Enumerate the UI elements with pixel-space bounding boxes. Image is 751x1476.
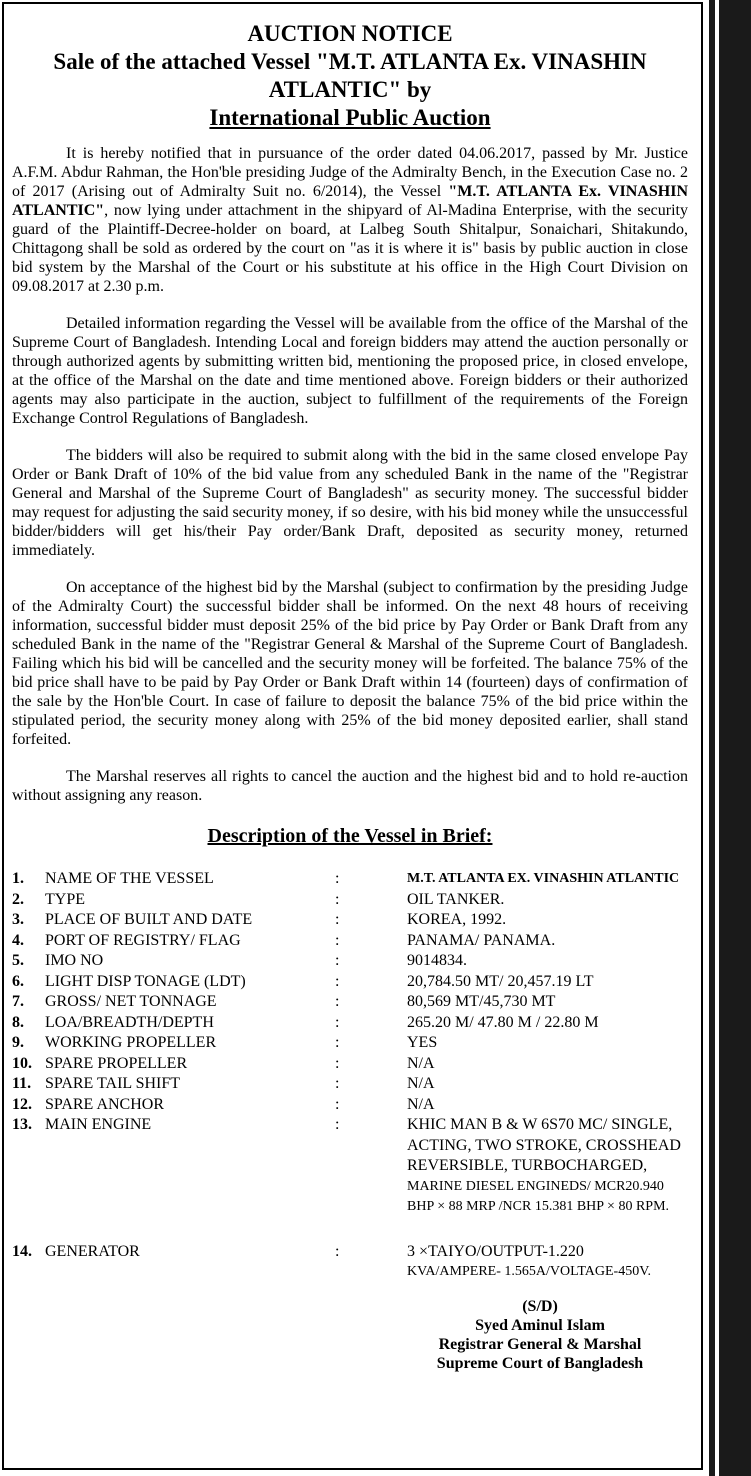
notice-title [12,20,688,132]
spec-row [12,1013,688,1034]
spec-number: 9. [12,1034,24,1051]
spec-colon: : [335,911,340,928]
description-heading: Description of the Vessel in Brief: [207,825,493,847]
page-edge-strip [709,0,751,1476]
spec-value-line: REVERSIBLE, TURBOCHARGED, [407,1157,648,1174]
paragraph-1-vessel-name: "M.T. ATLANTA Ex. VINASHIN ATLANTIC" [12,183,688,219]
spec-colon: : [335,972,340,990]
spec-colon: : [335,1116,340,1133]
spec-value-cell [407,1033,688,1054]
spec-number: 10. [12,1054,32,1072]
spec-label: PORT OF REGISTRY/ FLAG [45,931,241,949]
spec-gap-row [12,1218,688,1242]
spec-number: 2. [12,890,24,908]
spec-value-cell [407,1074,688,1095]
spec-label: MAIN ENGINE [45,1116,152,1133]
spec-label: LOA/BREADTH/DEPTH [45,1013,214,1031]
spec-value: 3 ×TAIYO/OUTPUT-1.220 [407,1242,584,1260]
edge-stripe [715,0,719,1476]
spec-value-cell [407,992,688,1013]
spec-row [12,1242,688,1283]
spec-value-line: MARINE DIESEL ENGINEDS/ MCR20.940 [407,1178,664,1194]
spec-value-cell [407,890,688,911]
spec-label: SPARE PROPELLER [45,1054,188,1072]
signature-org: Supreme Court of Bangladesh [436,1354,644,1372]
spec-label: NAME OF THE VESSEL [45,870,214,887]
notice-content [12,20,688,1373]
spec-label: SPARE ANCHOR [45,1095,165,1113]
spec-colon: : [335,870,340,887]
paragraph-1 [12,144,688,296]
spec-label: GENERATOR [45,1242,140,1260]
spec-row [12,869,688,890]
spec-number: 5. [12,952,24,969]
spec-number: 1. [12,870,24,887]
spec-value-cell [407,951,688,972]
spec-number: 6. [12,972,24,990]
spec-value: KHIC MAN B & W 6S70 MC/ SINGLE, [407,1116,673,1133]
paragraph-1-part-a: It is hereby notified that in pursuance of the order dated 04.06.2017, passed by Mr. Justice A.F.M. Abdur Rahman, the Hon'ble presiding Judge of the Admiralty Bench, in the Execution Case no. 2 of 2017 (Arising out of Admiralty Suit no. 6/2014), the Vessel [12,145,688,200]
spec-colon: : [335,1075,340,1092]
spec-number: 7. [12,993,24,1010]
spec-value-cell [407,1242,688,1283]
signature-sd: (S/D) [522,1297,558,1315]
spec-label: IMO NO [45,952,104,969]
title-line-2: Sale of the attached Vessel "M.T. ATLANTA Ex. VINASHIN [53,49,647,74]
title-line-3: ATLANTIC" by [268,77,432,102]
spec-colon: : [335,1242,340,1260]
spec-number: 14. [12,1242,32,1260]
spec-value: PANAMA/ PANAMA. [407,931,556,949]
spec-value-cell [407,1095,688,1116]
spec-row [12,1033,688,1054]
spec-value-line: BHP × 88 MRP /NCR 15.381 BHP × 80 RPM. [407,1199,670,1214]
spec-colon: : [335,890,340,908]
spec-value: KOREA, 1992. [407,911,507,928]
spec-row [12,890,688,911]
spec-row [12,910,688,931]
spec-label: TYPE [45,890,85,908]
spec-value-line: KVA/AMPERE- 1.565A/VOLTAGE-450V. [407,1264,652,1279]
spec-value: 265.20 M/ 47.80 M / 22.80 M [407,1013,599,1031]
spec-label: WORKING PROPELLER [45,1034,217,1051]
signature-name: Syed Aminul Islam [475,1316,605,1334]
spec-colon: : [335,1095,340,1113]
paragraph-3: The bidders will also be required to submit along with the bid in the same closed envelope Pay Order or Bank Draft of 10% of the bid value from any scheduled Bank in the name of the "Registrar General and Marshal of the Supreme Court of Bangladesh" as security money. The successful bidder may request for adjusting the said security money, if so desire, with his bid money while the unsuccessful bidder/bidders will get his/their Pay order/Bank Draft, deposited as security money, returned immediately. [12,447,688,559]
spec-number: 13. [12,1116,32,1133]
spec-number: 11. [12,1075,32,1092]
spec-row [12,1054,688,1075]
spec-row [12,992,688,1013]
spec-value-cell [407,1054,688,1075]
spec-value: 9014834. [407,952,467,969]
spec-value: 80,569 MT/45,730 MT [407,993,556,1010]
signature-title: Registrar General & Marshal [438,1335,642,1353]
spec-row [12,1115,688,1218]
spec-label: GROSS/ NET TONNAGE [45,993,217,1010]
spec-value-cell [407,910,688,931]
spec-row [12,931,688,952]
spec-label: SPARE TAIL SHIFT [45,1075,181,1092]
paragraph-1-part-b: , now lying under attachment in the shipyard of Al-Madina Enterprise, with the security guard of the Plaintiff-Decree-holder on board, at Lalbeg South Shitalpur, Sonaichari, Shitakundo, Chittagong shall be sold as ordered by the court on "as it is where it is" basis by public auction in close bid system by the Marshal of the Court or his substitute at his office in the High Court Division on 09.08.2017 at 2.30 p.m. [12,202,688,295]
spec-value: M.T. ATLANTA EX. VINASHIN ATLANTIC [407,871,680,886]
spec-value: 20,784.50 MT/ 20,457.19 LT [407,972,594,990]
spec-label: LIGHT DISP TONAGE (LDT) [45,972,246,990]
signature-block [380,1297,700,1373]
paragraph-4: On acceptance of the highest bid by the Marshal (subject to confirmation by the presiding Judge of the Admiralty Court) the successful bidder shall be informed. On the next 48 hours of receiving information, successful bidder must deposit 25% of the bid price by Pay Order or Bank Draft from any scheduled Bank in the name of the "Registrar General & Marshal of the Supreme Court of Bangladesh. Failing which his bid will be cancelled and the security money will be forfeited. The balance 75% of the bid price shall have to be paid by Pay Order or Bank Draft within 14 (fourteen) days of confirmation of the sale by the Hon'ble Court. In case of failure to deposit the balance 75% of the bid price within the stipulated period, the security money along with 25% of the bid money deposited earlier, shall stand forfeited. [12,579,688,748]
spec-value: N/A [407,1075,435,1092]
spec-value-cell [407,1115,688,1218]
spec-value-cell [407,972,688,993]
spec-colon: : [335,931,340,949]
spec-value-line: ACTING, TWO STROKE, CROSSHEAD [407,1136,681,1154]
spec-number: 4. [12,931,24,949]
spec-colon: : [335,1054,340,1072]
spec-row [12,1095,688,1116]
spec-colon: : [335,1013,340,1031]
spec-value: N/A [407,1054,435,1072]
spec-number: 8. [12,1013,24,1031]
spec-number: 12. [12,1095,32,1113]
spec-value-cell [407,931,688,952]
title-line-1: AUCTION NOTICE [247,21,453,46]
paragraph-2: Detailed information regarding the Vessel will be available from the office of the Marshal of the Supreme Court of Bangladesh. Intending Local and foreign bidders may attend the auction personally or through authorized agents by submitting written bid, mentioning the proposed price, in closed envelope, at the office of the Marshal on the date and time mentioned above. Foreign bidders or their authorized agents may also participate in the auction, subject to fulfillment of the requirements of the Foreign Exchange Control Regulations of Bangladesh. [12,315,688,427]
spec-value: N/A [407,1095,435,1113]
spec-value-cell [407,1013,688,1034]
spec-value: YES [407,1034,438,1051]
spec-colon: : [335,1034,340,1051]
spec-label: PLACE OF BUILT AND DATE [45,911,253,928]
spec-row [12,972,688,993]
spec-number: 3. [12,911,24,928]
spec-value: OIL TANKER. [407,890,505,908]
spec-colon: : [335,993,340,1010]
paragraph-5: The Marshal reserves all rights to cancel the auction and the highest bid and to hold re-auction without assigning any reason. [12,768,688,804]
spec-row [12,951,688,972]
spec-row [12,1074,688,1095]
title-line-4: International Public Auction [209,105,491,130]
spec-colon: : [335,952,340,969]
vessel-spec-table [12,869,688,1283]
spec-value-cell [407,869,688,890]
